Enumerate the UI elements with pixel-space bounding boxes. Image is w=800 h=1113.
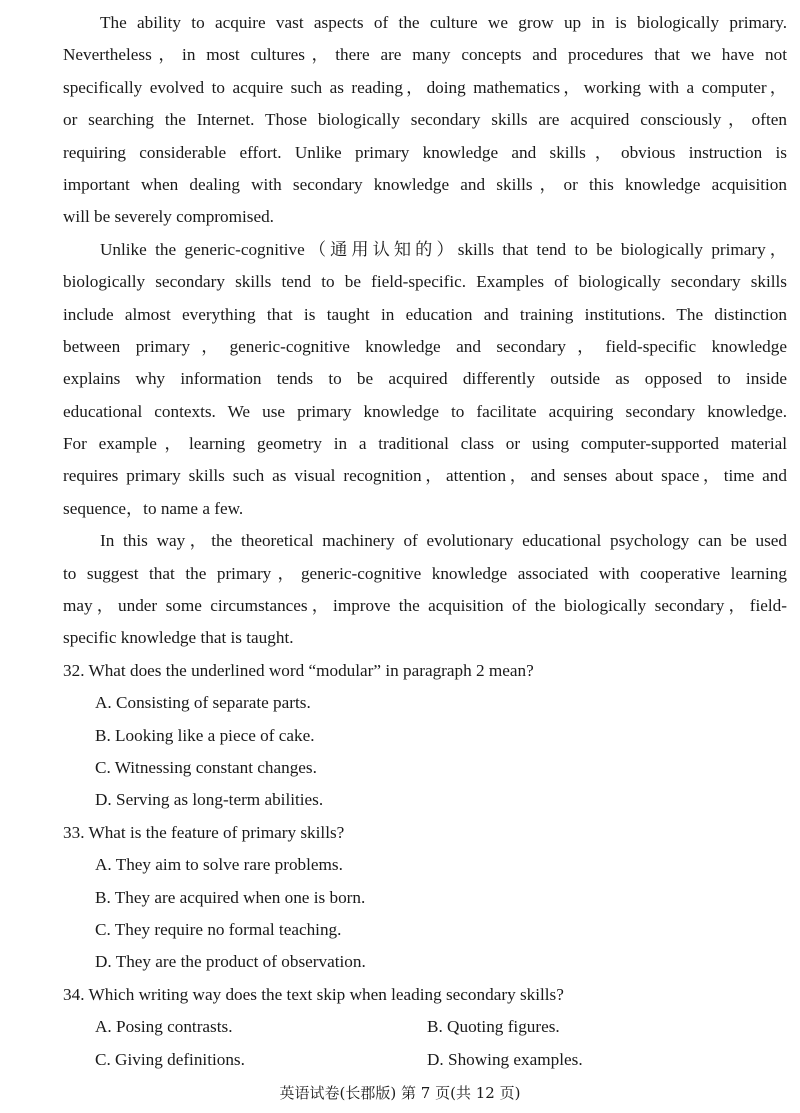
question-34	[63, 979, 787, 1076]
question-33	[63, 817, 787, 979]
option-b: B. Quoting figures.	[427, 1017, 560, 1037]
option-row	[63, 1011, 787, 1043]
option-c: C. Witnessing constant changes.	[95, 757, 317, 777]
text-line: Nevertheless，in most cultures，there are many concepts and procedures that we have not	[63, 45, 787, 65]
option-a: A. Consisting of separate parts.	[95, 693, 311, 713]
option-d: D. Serving as long-term abilities.	[95, 790, 324, 810]
text-line: specific knowledge that is taught.	[63, 628, 294, 648]
question-stem: 32. What does the underlined word “modular” in paragraph 2 mean?	[63, 660, 534, 680]
text-line: may，under some circumstances，improve the acquisition of the biologically secondary，field-	[63, 596, 787, 616]
page-footer: 英语试卷(长郡版) 第 7 页(共 12 页)	[279, 1084, 521, 1102]
option-c: C. They require no formal teaching.	[95, 919, 342, 939]
option-a: A. Posing contrasts.	[95, 1017, 233, 1037]
question-32	[63, 655, 787, 817]
option-b: B. They are acquired when one is born.	[95, 887, 366, 907]
paragraph-3	[63, 525, 787, 655]
text-line: important when dealing with secondary knowledge and skills，or this knowledge acquisition	[63, 174, 787, 194]
text-line: will be severely compromised.	[63, 207, 274, 227]
text-line: educational contexts. We use primary knowledge to facilitate acquiring secondary knowledge.	[63, 401, 787, 421]
option-d: D. Showing examples.	[427, 1049, 583, 1069]
text-line: requires primary skills such as visual recognition，attention，and senses about space，time and	[63, 466, 787, 486]
question-stem: 34. Which writing way does the text skip when leading secondary skills?	[63, 984, 564, 1004]
question-stem: 33. What is the feature of primary skills?	[63, 822, 345, 842]
text-line: between primary，generic-cognitive knowledge and secondary，field-specific knowledge	[63, 336, 787, 356]
text-line: specifically evolved to acquire such as reading，doing mathematics，working with a computer，	[63, 77, 787, 97]
text-line: or searching the Internet. Those biologically secondary skills are acquired consciously，often	[63, 110, 787, 130]
text-line: Unlike the generic-cognitive（通用认知的）skills that tend to be biologically primary，	[100, 239, 787, 259]
paragraph-1	[63, 7, 787, 234]
text-line: In this way，the theoretical machinery of evolutionary educational psychology can be used	[100, 531, 787, 551]
text-line: The ability to acquire vast aspects of the culture we grow up in is biologically primary.	[100, 13, 787, 32]
option-b: B. Looking like a piece of cake.	[95, 725, 315, 745]
option-c: C. Giving definitions.	[95, 1049, 245, 1069]
text-line: to suggest that the primary，generic-cognitive knowledge associated with cooperative learning	[63, 563, 787, 583]
text-line: For example，learning geometry in a traditional class or using computer-supported material	[63, 434, 787, 454]
option-d: D. They are the product of observation.	[95, 952, 366, 972]
paragraph-2	[63, 234, 787, 526]
text-line: requiring considerable effort. Unlike primary knowledge and skills，obvious instruction is	[63, 142, 787, 162]
text-line: explains why information tends to be acquired differently outside as opposed to inside	[63, 369, 787, 389]
text-line: biologically secondary skills tend to be field-specific. Examples of biologically secondary skills	[63, 272, 787, 292]
option-row	[63, 1044, 787, 1076]
text-line: include almost everything that is taught in education and training institutions. The distinction	[63, 304, 787, 324]
text-line: sequence，to name a few.	[63, 498, 244, 518]
option-a: A. They aim to solve rare problems.	[95, 855, 343, 875]
exam-page	[63, 7, 787, 1076]
